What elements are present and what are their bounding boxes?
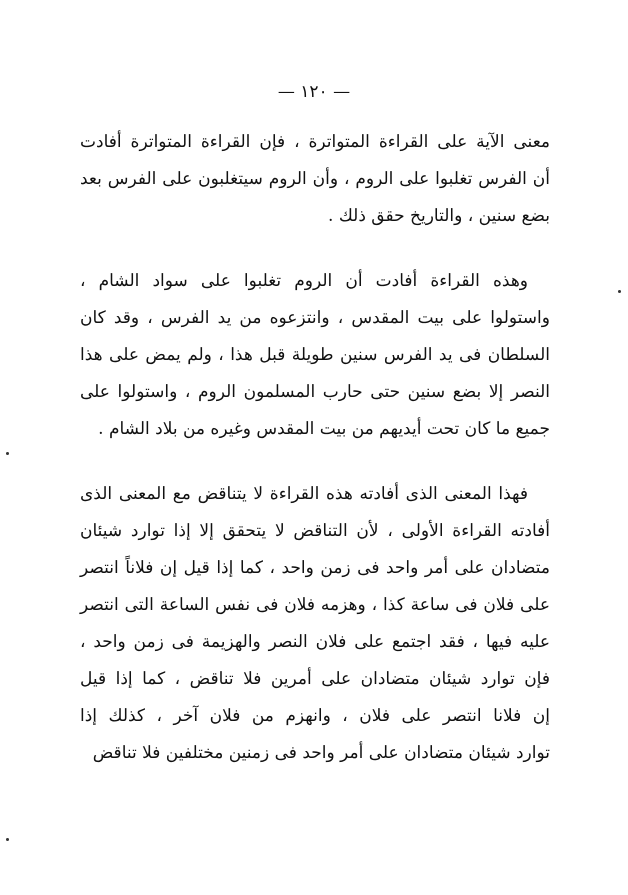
text-line: أفادته القراءة الأولى ، لأن التناقض لا يتحقق إلا إذا توارد شيئان — [80, 521, 550, 541]
text-line: فإن توارد شيئان متضادان على أمرين فلا تناقض ، كما إذا قيل — [80, 669, 550, 689]
scan-speck — [6, 452, 9, 455]
text-line: توارد شيئان متضادان على أمر واحد فى زمنين مختلفين فلا تناقض — [92, 743, 550, 763]
text-line: واستولوا على بيت المقدس ، وانتزعوه من يد الفرس ، وقد كان — [80, 308, 550, 328]
text-line: على فلان فى ساعة كذا ، وهزمه فلان فى نفس الساعة التى انتصر — [80, 595, 550, 615]
paragraph-3 — [80, 476, 550, 772]
text-line: إن فلانا انتصر على فلان ، وانهزم من فلان آخر ، كذلك إذا — [80, 706, 550, 726]
paragraph-2 — [80, 263, 550, 448]
text-line: عليه فيها ، فقد اجتمع على فلان النصر والهزيمة فى زمن واحد ، — [80, 632, 550, 652]
scan-speck — [618, 290, 621, 293]
scan-speck — [6, 838, 9, 841]
text-line: متضادان على أمر واحد فى زمن واحد ، كما إذا قيل إن فلاناً انتصر — [80, 558, 550, 578]
page-number: — ١٢٠ — — [277, 82, 351, 102]
text-line: فهذا المعنى الذى أفادته هذه القراءة لا يتناقض مع المعنى الذى — [80, 484, 528, 504]
text-line: أن الفرس تغلبوا على الروم ، وأن الروم سيتغلبون على الفرس بعد — [80, 169, 550, 189]
text-line: جميع ما كان تحت أيديهم من بيت المقدس وغيره من بلاد الشام . — [98, 419, 550, 439]
text-line: بضع سنين ، والتاريخ حقق ذلك . — [328, 206, 550, 226]
text-line: السلطان فى يد الفرس سنين طويلة قبل هذا ، ولم يمض على هذا — [80, 345, 550, 365]
text-line: النصر إلا بضع سنين حتى حارب المسلمون الروم ، واستولوا على — [80, 382, 550, 402]
text-line: معنى الآية على القراءة المتواترة ، فإن القراءة المتواترة أفادت — [80, 132, 550, 152]
text-line: وهذه القراءة أفادت أن الروم تغلبوا على سواد الشام ، — [80, 271, 528, 291]
paragraph-1 — [80, 124, 550, 235]
